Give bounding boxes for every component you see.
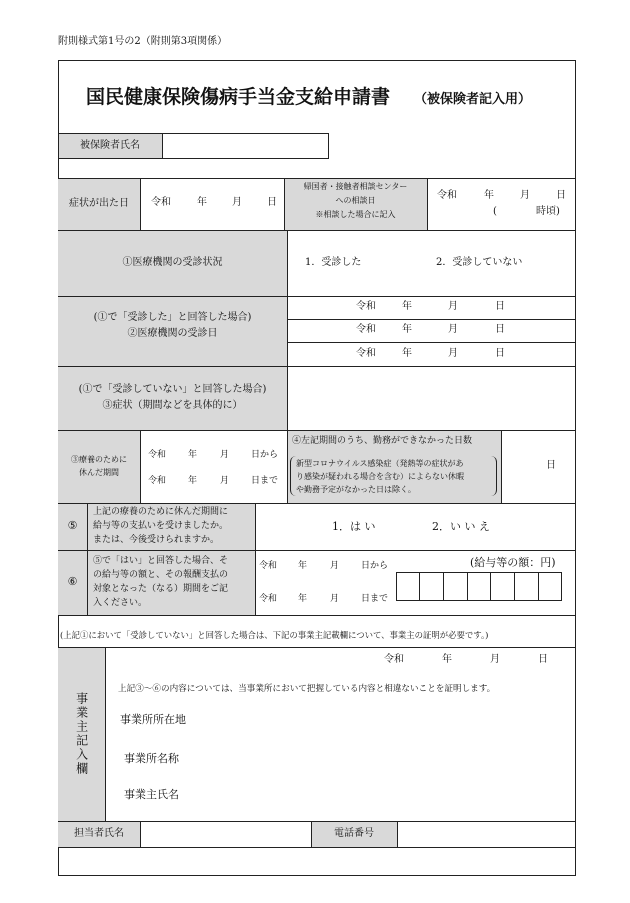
pay-from-year-unit: 年 xyxy=(298,561,308,571)
question-6-text-2: の給与等の額と、その報酬支払の xyxy=(93,570,229,580)
visit-date-month-unit: 月 xyxy=(448,348,458,359)
unable-days-note-2: り感染が疑われる場合を含む）によらない休暇 xyxy=(296,472,464,481)
leave-from-month-unit: 月 xyxy=(220,450,230,460)
office-address-label: 事業所所在地 xyxy=(120,713,186,726)
unable-days-label: ④左記期間のうち、勤務ができなかった日数 xyxy=(292,436,473,446)
form-title: 国民健康保険傷病手当金支給申請書 xyxy=(86,86,391,108)
symptom-date-label: 症状が出た日 xyxy=(69,198,129,210)
leave-to-year-unit: 年 xyxy=(188,476,198,486)
visit-date-era: 令和 xyxy=(356,301,376,312)
leave-period-label-2: 休んだ期間 xyxy=(79,468,119,478)
pay-from-era: 令和 xyxy=(259,561,278,571)
consult-date-field[interactable] xyxy=(428,179,575,229)
form-reference: 附則様式第1号の2（附則第3項関係） xyxy=(58,36,228,47)
phone-number-field[interactable] xyxy=(398,822,575,846)
visit-date-era: 令和 xyxy=(356,348,376,359)
visit-date-month-unit: 月 xyxy=(448,324,458,335)
symptom-day-unit: 日 xyxy=(267,197,277,208)
question-5-option-no[interactable]: 2．い い え xyxy=(432,520,490,533)
employer-section-label: 事業主記入欄 xyxy=(74,692,89,776)
consult-note: ※相談した場合に記入 xyxy=(315,209,396,219)
consult-label-2: への相談日 xyxy=(335,195,376,205)
leave-period-label-1: ③療養のために xyxy=(71,455,127,465)
visit-date-month-unit: 月 xyxy=(448,301,458,312)
symptoms-detail-field[interactable] xyxy=(288,367,575,429)
visit-date-condition: (①で「受診した」と回答した場合) xyxy=(93,312,252,324)
unable-days-note-1: 新型コロナウイルス感染症（発熱等の症状があ xyxy=(296,459,464,468)
contact-person-label: 担当者氏名 xyxy=(74,828,124,840)
pay-to-month-unit: 月 xyxy=(330,594,340,604)
visit-status-label: ①医療機関の受診状況 xyxy=(122,257,223,269)
visit-date-label: ②医療機関の受診日 xyxy=(127,328,218,340)
unable-days-note-3: や勤務予定がなかった日は除く。 xyxy=(296,485,416,494)
visit-date-year-unit: 年 xyxy=(402,324,412,335)
visit-date-field-3[interactable] xyxy=(288,343,575,365)
employer-date-era: 令和 xyxy=(384,654,404,665)
visit-date-day-unit: 日 xyxy=(495,301,505,312)
visit-date-year-unit: 年 xyxy=(402,348,412,359)
contact-person-field[interactable] xyxy=(141,822,310,846)
insured-name-label: 被保険者氏名 xyxy=(80,140,140,152)
pay-from-month-unit: 月 xyxy=(330,561,340,571)
form-title-sub: （被保険者記入用） xyxy=(414,92,532,107)
leave-from-era: 令和 xyxy=(148,450,167,460)
consult-year-unit: 年 xyxy=(484,190,494,201)
visit-date-era: 令和 xyxy=(356,324,376,335)
pay-to-suffix: 日まで xyxy=(361,594,389,604)
consult-day-unit: 日 xyxy=(556,190,566,201)
unable-days-unit: 日 xyxy=(546,460,556,471)
insured-name-field[interactable] xyxy=(163,134,328,158)
question-6-number: ⑥ xyxy=(67,575,78,589)
leave-to-month-unit: 月 xyxy=(220,476,230,486)
consult-time-unit: 時頃) xyxy=(536,206,560,217)
consult-label-1: 帰国者・接触者相談センター xyxy=(303,181,408,191)
consult-open-paren: ( xyxy=(493,206,497,217)
leave-to-suffix: 日まで xyxy=(251,476,279,486)
symptom-month-unit: 月 xyxy=(232,197,242,208)
leave-to-era: 令和 xyxy=(148,476,167,486)
visit-date-field-1[interactable] xyxy=(288,297,575,318)
question-5-text-1: 上記の療養のために休んだ期間に xyxy=(93,507,229,517)
symptoms-condition: (①で「受診していない」と回答した場合) xyxy=(78,384,267,396)
pay-to-era: 令和 xyxy=(259,594,278,604)
employer-certification-text: 上記③～⑥の内容については、当事業所において把握している内容と相違ないことを証明します。 xyxy=(118,684,496,694)
unable-days-field[interactable] xyxy=(502,431,575,502)
question-5-text-3: または、今後受けられますか。 xyxy=(93,535,220,545)
employer-date-day-unit: 日 xyxy=(538,654,548,665)
visit-status-option-not-visited[interactable]: 2．受診していない xyxy=(436,257,523,268)
employer-date-month-unit: 月 xyxy=(490,654,500,665)
visit-date-year-unit: 年 xyxy=(402,301,412,312)
pay-amount-label: (給与等の額：円) xyxy=(470,556,556,569)
visit-date-day-unit: 日 xyxy=(495,348,505,359)
question-6-text-1: ⑤で「はい」と回答した場合、そ xyxy=(93,556,229,566)
phone-number-label: 電話番号 xyxy=(334,828,374,840)
pay-to-year-unit: 年 xyxy=(298,594,308,604)
employer-date-year-unit: 年 xyxy=(442,654,452,665)
question-5-number: ⑤ xyxy=(67,519,78,533)
symptoms-label: ③症状（期間などを具体的に） xyxy=(102,400,243,412)
symptom-year-unit: 年 xyxy=(197,197,207,208)
consult-month-unit: 月 xyxy=(520,190,530,201)
question-6-text-4: 入ください。 xyxy=(93,598,148,608)
pay-from-suffix: 日から xyxy=(361,561,389,571)
employer-requirement-note: (上記①において「受診していない」と回答した場合は、下記の事業主記載欄について、事業主の証明が必要です。) xyxy=(60,630,489,640)
question-5-option-yes[interactable]: 1．は い xyxy=(332,520,376,533)
visit-date-day-unit: 日 xyxy=(495,324,505,335)
owner-name-label: 事業主氏名 xyxy=(124,788,179,801)
leave-from-suffix: 日から xyxy=(251,450,279,460)
visit-date-field-2[interactable] xyxy=(288,320,575,341)
consult-era: 令和 xyxy=(437,190,457,201)
leave-period-field[interactable] xyxy=(141,431,286,502)
question-5-text-2: 給与等の支払いを受けましたか。 xyxy=(93,521,229,531)
question-6-text-3: 対象となった（なる）期間をご記 xyxy=(93,584,229,594)
visit-status-option-visited[interactable]: 1．受診した xyxy=(305,257,362,268)
leave-from-year-unit: 年 xyxy=(188,450,198,460)
symptom-era: 令和 xyxy=(151,197,171,208)
office-name-label: 事業所名称 xyxy=(124,752,179,765)
